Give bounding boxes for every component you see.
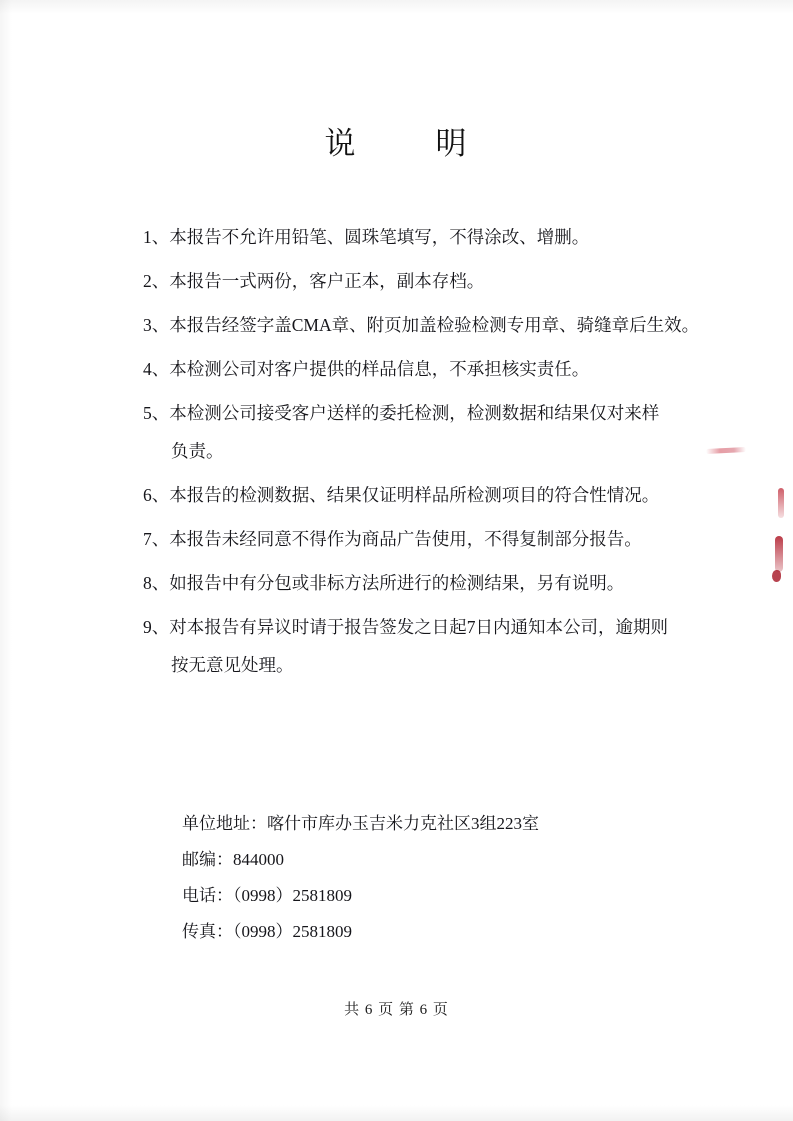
note-text-continued: 负责。 bbox=[171, 441, 224, 461]
list-item bbox=[143, 476, 723, 514]
note-text: 2、本报告一式两份，客户正本，副本存档。 bbox=[143, 271, 485, 291]
list-item bbox=[143, 608, 723, 684]
scan-edge-left bbox=[0, 0, 12, 1121]
list-item bbox=[143, 350, 723, 388]
contact-block bbox=[182, 806, 682, 950]
contact-phone: 电话：（0998）2581809 bbox=[182, 886, 352, 905]
note-text: 9、对本报告有异议时请于报告签发之日起7日内通知本公司，逾期则 bbox=[143, 617, 668, 637]
list-item bbox=[143, 306, 723, 344]
note-text: 6、本报告的检测数据、结果仅证明样品所检测项目的符合性情况。 bbox=[143, 485, 660, 505]
contact-address: 单位地址：喀什市库办玉吉米力克社区3组223室 bbox=[182, 814, 539, 833]
list-item bbox=[143, 394, 723, 470]
list-item bbox=[143, 564, 723, 602]
note-text: 5、本检测公司接受客户送样的委托检测，检测数据和结果仅对来样 bbox=[143, 403, 660, 423]
stamp-mark-icon bbox=[772, 570, 781, 582]
list-item bbox=[143, 262, 723, 300]
contact-fax: 传真：（0998）2581809 bbox=[182, 922, 352, 941]
note-text: 7、本报告未经同意不得作为商品广告使用，不得复制部分报告。 bbox=[143, 529, 642, 549]
stamp-mark-icon bbox=[778, 488, 784, 518]
note-text: 4、本检测公司对客户提供的样品信息，不承担核实责任。 bbox=[143, 359, 590, 379]
note-text: 8、如报告中有分包或非标方法所进行的检测结果，另有说明。 bbox=[143, 573, 625, 593]
contact-postcode: 邮编：844000 bbox=[182, 850, 284, 869]
scan-edge-top bbox=[0, 0, 793, 14]
note-text: 1、本报告不允许用铅笔、圆珠笔填写，不得涂改、增删。 bbox=[143, 227, 590, 247]
list-item bbox=[143, 520, 723, 558]
notes-list bbox=[143, 218, 723, 690]
list-item bbox=[143, 218, 723, 256]
scan-edge-bottom bbox=[0, 1105, 793, 1121]
stamp-mark-icon bbox=[775, 536, 783, 572]
note-text-continued: 按无意见处理。 bbox=[171, 655, 294, 675]
page-title: 说 明 bbox=[324, 126, 469, 161]
page-footer: 共 6 页 第 6 页 bbox=[344, 1002, 449, 1018]
note-text: 3、本报告经签字盖CMA章、附页加盖检验检测专用章、骑缝章后生效。 bbox=[143, 315, 700, 335]
